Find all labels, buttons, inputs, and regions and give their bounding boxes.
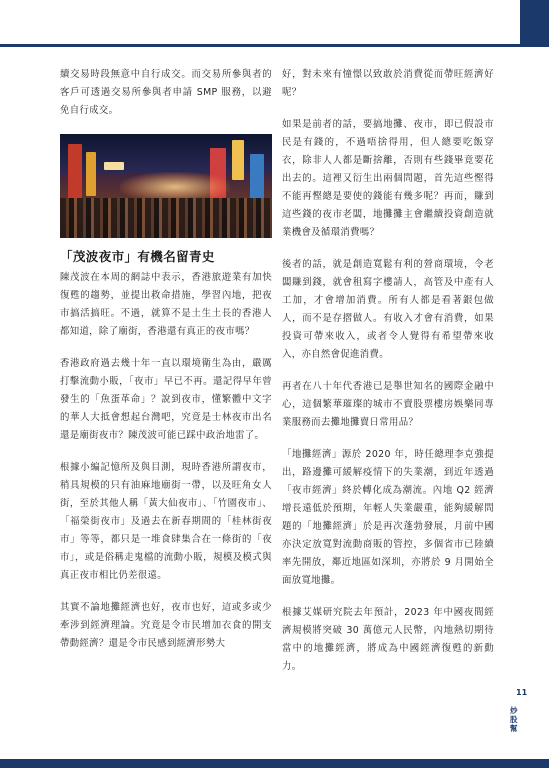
night-market-photo <box>60 134 272 238</box>
right-paragraph-2: 如果是前者的話，要搞地攤、夜市，即已假設市民是有錢的，不過唔捨得用，但人總要吃飯穿衣，除非人人都是斷捨離，否則有些錢畢竟要花出去的。這裡又衍生出兩個問題，首先這些慳得不能再慳總是要使的錢能有幾多呢？再而，賺到這些錢的夜市老闆，地攤攤主會繼續投資創造就業機會及循環消費嗎？ <box>282 119 494 238</box>
left-paragraph-3: 香港政府過去幾十年一直以環境衛生為由，嚴厲打擊流動小販，「夜市」早已不再。還記得早年曾發生的「魚蛋革命」？說到夜市，懂繁體中文字的華人大抵會想起台灣吧，究竟是士林夜市出名還是廟街夜市？陳茂波可能已踩中政治地雷了。 <box>60 358 272 441</box>
left-paragraph-2: 陳茂波在本周的網誌中表示，香港旅遊業有加快復甦的趨勢，並提出救命措施，學習內地，把夜市搞活搞旺。不過，就算不是土生土長的香港人都知道，除了廟街，香港還有真正的夜市嗎？ <box>60 272 272 337</box>
left-column <box>60 66 272 667</box>
right-paragraph-1: 好，對未來有憧憬以致敢於消費從而帶旺經濟好呢？ <box>282 69 494 98</box>
section-heading: 「茂波夜市」有機名留青史 <box>60 249 215 264</box>
left-paragraph-5: 其實不論地攤經濟也好，夜市也好，這或多或少牽涉到經濟理論。究竟是令市民增加衣食的開支帶動經濟？還是令市民感到經濟形勢大 <box>60 602 272 649</box>
left-paragraph-4: 根據小編記憶所及與目測，現時香港所謂夜市，稍具規模的只有油麻地廟街一帶，以及旺角女人街，至於其他人稱「黃大仙夜市」、「竹園夜市」、「福榮街夜市」及過去在新春期間的「桂林街夜市」等等，都只是一堆食肆集合在一條街的「夜市」，或是俗稱走鬼檔的流動小販，規模及模式與真正夜市相比仍差很遠。 <box>60 462 272 581</box>
bottom-rule <box>0 759 549 768</box>
right-paragraph-6: 根據艾媒研究院去年預計，2023 年中國夜間經濟規模將突破 30 萬億元人民幣，內地熱切期待當中的地攤經濟，將成為中國經濟復甦的新動力。 <box>282 607 494 672</box>
right-column <box>282 66 494 690</box>
right-paragraph-5: 「地攤經濟」源於 2020 年，時任總理李克強提出，路邊攤可緩解疫情下的失業潮，到近年透過「夜市經濟」終於轉化成為潮流。內地 Q2 經濟增長遠低於預期，年輕人失業嚴重，能夠緩解問題的「地攤經濟」於是再次蓬勃發展，月前中國亦決定放寬對流動商販的管控，多個省市已陸續率先開放，鄰近地區如深圳，亦將於 9 月開始全面放寬地攤。 <box>282 449 494 586</box>
page-number: 11 <box>516 688 528 697</box>
right-paragraph-3: 後者的話，就是創造寬鬆有利的營商環境，令老闆賺到錢，就會租寫字樓請人，高管及中產有人工加，才會增加消費。所有人都是看著銀包做人，而不是存摺做人。有收入才會有消費，如果投資可帶來收入，或者令人覺得有希望帶來收入，亦自然會促進消費。 <box>282 259 494 360</box>
right-paragraph-4: 再者在八十年代香港已是舉世知名的國際金融中心，這個繁華璀璨的城市不賣股票樓房娛樂同專業服務而去攤地攤賣日常用品？ <box>282 381 494 428</box>
top-band <box>0 0 549 44</box>
top-accent-block <box>520 0 549 44</box>
publication-brand: 炒股幫 <box>510 706 518 733</box>
left-paragraph-1: 續交易時段無意中自行成交。而交易所參與者的客戶可透過交易所參與者申請 SMP 服務，以避免自行成交。 <box>60 69 272 116</box>
top-rule <box>0 44 549 47</box>
